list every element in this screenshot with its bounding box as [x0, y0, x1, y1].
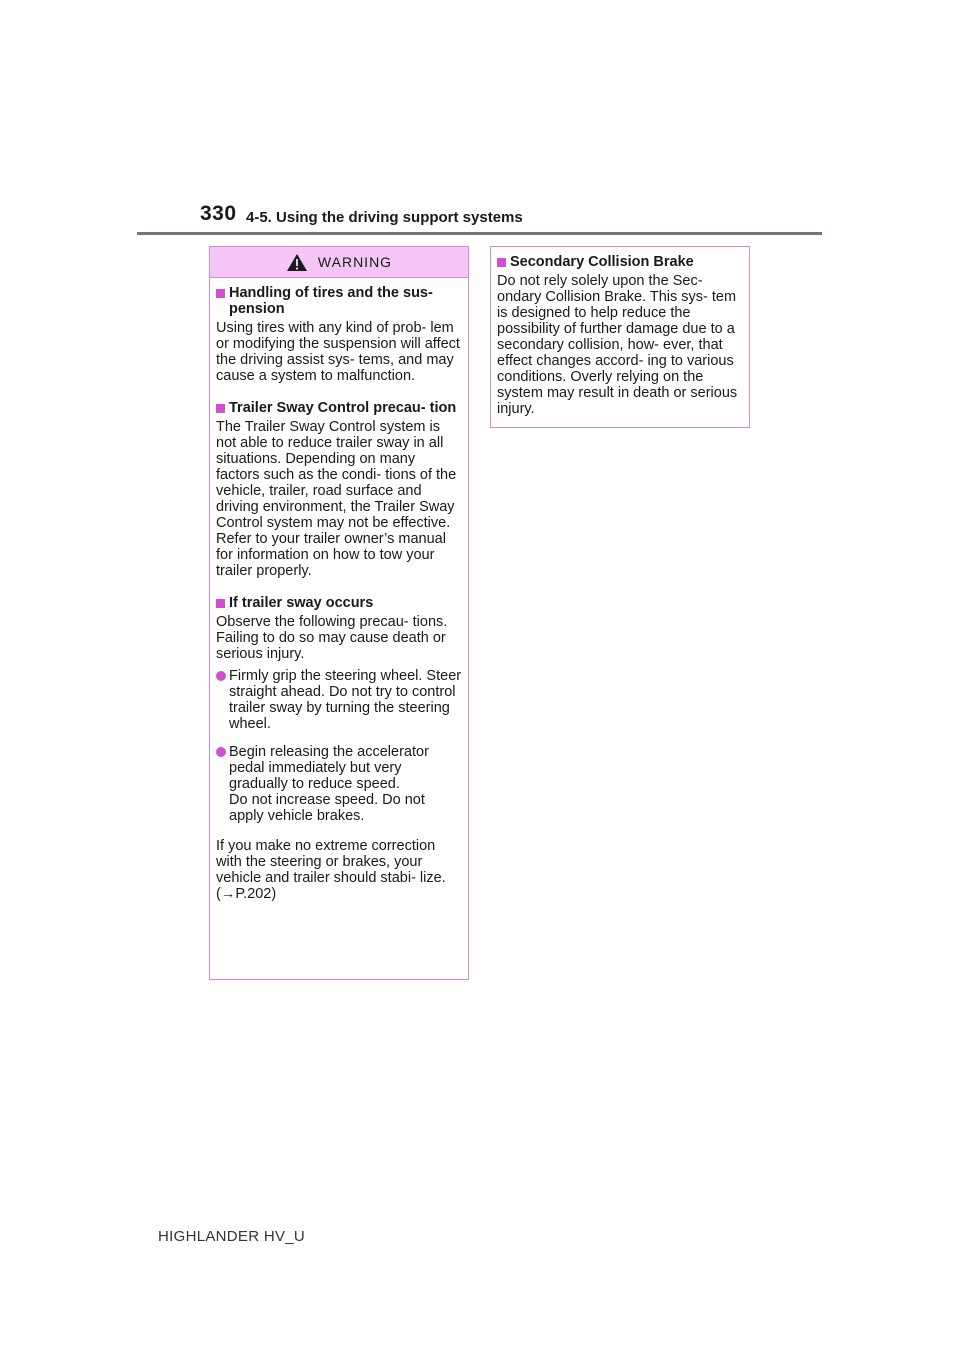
- list-item: Firmly grip the steering wheel. Steer straight ahead. Do not try to control trailer sway by turning the steering wheel.: [216, 668, 462, 732]
- warning-triangle-icon: [286, 253, 308, 272]
- secondary-collision-box: [490, 246, 750, 428]
- section-title: 4-5. Using the driving support systems: [246, 209, 523, 226]
- secondary-content: [491, 247, 749, 417]
- warning-heading-trailer-sway: Trailer Sway Control precau- tion: [216, 400, 462, 416]
- list-item: Begin releasing the accelerator pedal immediately but very gradually to reduce speed. Do not increase speed. Do not apply vehicle brakes.: [216, 744, 462, 824]
- warning-closing: If you make no extreme correction with the steering or brakes, your vehicle and trailer should stabi- lize. (→P.202): [216, 838, 446, 902]
- square-bullet-icon: [497, 258, 506, 267]
- header-rule: [137, 232, 822, 235]
- warning-heading-sway-occurs: If trailer sway occurs: [216, 595, 462, 611]
- warning-box: [209, 246, 469, 980]
- secondary-heading: Secondary Collision Brake: [497, 254, 743, 270]
- warning-content: [210, 278, 468, 902]
- square-bullet-icon: [216, 404, 225, 413]
- round-bullet-icon: [216, 747, 226, 757]
- warning-body-tires: Using tires with any kind of prob- lem or modifying the suspension will affect the driving assist sys- tems, and may cause a system to malfunction.: [216, 320, 460, 384]
- warning-heading-tires: Handling of tires and the sus- pension: [216, 285, 462, 317]
- square-bullet-icon: [216, 289, 225, 298]
- round-bullet-icon: [216, 671, 226, 681]
- page-number: 330: [200, 202, 237, 225]
- warning-body-trailer-sway: The Trailer Sway Control system is not able to reduce trailer sway in all situations. Depending on many factors such as the condi- tions of the vehicle, trailer, road surface and driving environment, the Trailer Sway Control system may not be effective. Refer to your trailer owner’s manual for information on how to tow your trailer properly.: [216, 419, 457, 579]
- warning-body-sway-occurs: Observe the following precau- tions. Failing to do so may cause death or serious injury.: [216, 614, 448, 662]
- warning-title: WARNING: [317, 254, 393, 270]
- square-bullet-icon: [216, 599, 225, 608]
- warning-header: [210, 247, 468, 278]
- secondary-body: Do not rely solely upon the Sec- ondary Collision Brake. This sys- tem is designed to help reduce the possibility of further damage due to a secondary collision, how- ever, that effect changes accord- ing to various conditions. Overly relying on the system may result in death or serious injury.: [497, 273, 738, 417]
- footer-model: HIGHLANDER HV_U: [158, 1228, 306, 1245]
